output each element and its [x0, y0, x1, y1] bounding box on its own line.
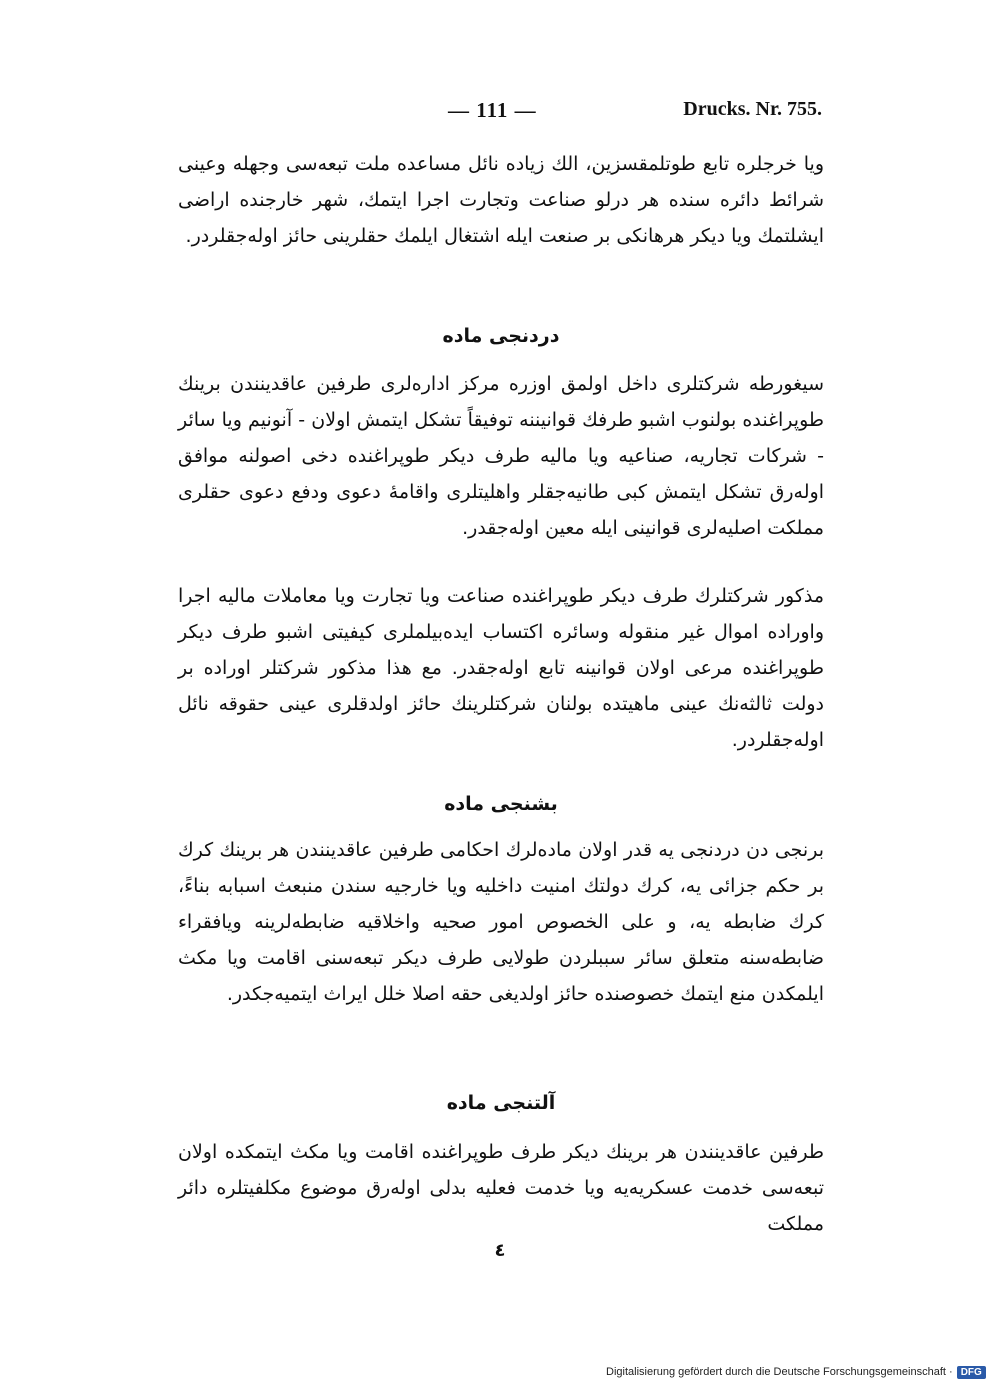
paragraph-continuation: ويا خرجلره تابع طوتلمقسزين، الك زياده نائل مساعده ملت تبعه‌سى وجهله وعينى شرائط دائره سنده هر درلو صناعت وتجارت اجرا ايتمك، شهر خارجنده اراضى ايشلتمك ويا ديكر هرهانكى بر صنعت ايله اشتغال ايلمك حقلرينى حائز اوله‌جقلردر.	[178, 153, 824, 247]
article-heading-fourth: دردنجى ماده	[442, 325, 560, 347]
paragraph-article-four-second: مذكور شركتلرك طرف ديكر طوپراغنده صناعت ويا تجارت ويا معاملات ماليه اجرا واوراده اموال غير منقوله وسائره اكتساب ايده‌بيلملرى كيفيتى اشبو طرف ديكر طوپراغنده مرعى اولان قوانينه تابع اوله‌جقدر. مع هذا مذكور شركتلر اوراده بر دولت ثالثه‌نك عينى ماهيتده بولنان شركتلرينك حائز اولدقلرى عينى حقوقه نائل اوله‌جقلردر.	[178, 585, 824, 751]
page-signature: ٤	[494, 1240, 506, 1261]
page-number: — 111 —	[448, 98, 537, 122]
print-reference: Drucks. Nr. 755.	[683, 98, 822, 120]
paragraph-article-four-first: سيغورطه شركتلرى داخل اولمق اوزره مركز اداره‌لرى طرفين عاقدينندن برينك طوپراغنده بولنوب اشبو طرفك قوانيننه توفيقاً تشكل ايتمش اولان - آنونيم ويا سائر - شركات تجاريه، صناعيه ويا ماليه طرف ديكر طوپراغنده دخى اصولنه موافق اوله‌رق تشكل ايتمش كبى طانيه‌جقلر واهليتلرى واقامهٔ دعوى ودفع دعوى حقلرى مملكت اصليه‌لرى قوانينى ايله معين اوله‌جقدر.	[178, 373, 824, 539]
article-heading-sixth: آلتنجى ماده	[446, 1092, 556, 1114]
paragraph-article-five: برنجى دن دردنجى يه قدر اولان ماده‌لرك احكامى طرفين عاقدينندن هر برينك كرك بر حكم جزائى يه، كرك دولتك امنيت داخليه ويا خارجيه سندن منبعث اسبابه بناءً، كرك ضابطه يه، و على الخصوص امور صحيه واخلاقيه ضابطه‌لرينه ويافقراء ضابطه‌سنه متعلق سائر سببلردن طولايى طرف ديكر تبعه‌سنى اقامت ويا مكث ايلمكدن منع ايتمك خصوصنده حائز اولديغى حقه اصلا خلل ايراث ايتميه‌جكدر.	[178, 839, 824, 1005]
page-header	[0, 98, 1000, 134]
digitization-credit	[606, 1364, 986, 1380]
article-heading-fifth: بشنجى ماده	[444, 793, 558, 815]
credit-text: Digitalisierung gefördert durch die Deutsche Forschungsgemeinschaft ·	[606, 1366, 953, 1378]
paragraph-article-six: طرفين عاقدينندن هر برينك ديكر طرف طوپراغنده اقامت ويا مكث ايتمكده اولان تبعه‌سى خدمت عسكريه‌يه ويا خدمت فعليه بدلى اوله‌رق موضوع مكلفيتلره دائر مملكت	[178, 1141, 824, 1235]
dfg-logo-icon: DFG	[957, 1366, 986, 1379]
